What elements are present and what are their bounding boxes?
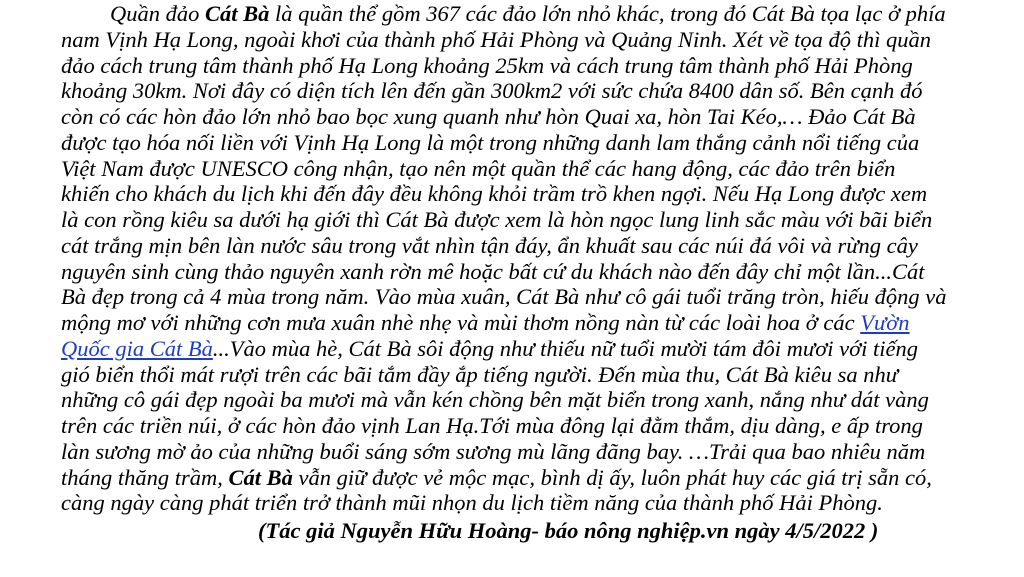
text-line-18: làn sương mờ ảo của những buổi sáng sớm sương mù lãng đãng bay. …Trải qua bao nhiêu năm bbox=[61, 438, 926, 464]
text-line-14 bbox=[0, 336, 1024, 362]
bold-place-name: Cát Bà bbox=[228, 464, 293, 490]
text-line-16: những cô gái đẹp ngoài ba mươi mà vẫn kén chồng bên mặt biển trong xanh, nắng như dát vàng bbox=[61, 387, 929, 413]
text-line-4: khoảng 30km. Nơi đây có diện tích lên đến gần 300km2 với sức chứa 8400 dân số. Bên cạnh đó bbox=[61, 78, 923, 104]
text-line-9: là con rồng kiêu sa dưới hạ giới thì Cát Bà được xem là hòn ngọc lung linh sắc màu với bãi biển bbox=[61, 207, 933, 232]
text-segment: mộng mơ với những cơn mưa xuân nhè nhẹ và mùi thơm nồng nàn từ các loài hoa ở các bbox=[61, 310, 861, 335]
text-segment: vẫn giữ được vẻ mộc mạc, bình dị ấy, luôn phát huy các giá trị sẵn có, bbox=[292, 464, 932, 490]
author-byline: (Tác giả Nguyễn Hữu Hoàng- báo nông nghiệp.vn ngày 4/5/2022 ) bbox=[258, 518, 879, 543]
text-segment: ...Vào mùa hè, Cát Bà sôi động như thiếu nữ tuổi mười tám đôi mươi với tiếng bbox=[212, 335, 918, 361]
text-line-5: còn có các hòn đảo lớn nhỏ bao bọc xung quanh như hòn Quai xa, hòn Tai Kéo,… Đảo Cát Bà bbox=[61, 104, 916, 129]
text-line-13 bbox=[0, 310, 1024, 336]
national-park-link-continued[interactable]: Quốc gia Cát Bà bbox=[61, 335, 213, 361]
text-line-15: gió biển thổi mát rượi trên các bãi tắm đầy ắp tiếng người. Đến mùa thu, Cát Bà kiêu sa như bbox=[61, 361, 898, 387]
bold-place-name: Cát Bà bbox=[205, 1, 270, 26]
text-segment: tháng thăng trầm, bbox=[61, 464, 229, 490]
text-line-3: đảo cách trung tâm thành phố Hạ Long khoảng 25km và cách trung tâm thành phố Hải Phòng bbox=[61, 52, 913, 78]
text-line-7: Việt Nam được UNESCO công nhận, tạo nên một quần thể các hang động, các đảo trên biển bbox=[61, 155, 896, 181]
text-segment: Quần đảo bbox=[110, 1, 205, 26]
text-segment: là quần thể gồm 367 các đảo lớn nhỏ khác, trong đó Cát Bà tọa lạc ở phía bbox=[269, 1, 946, 26]
national-park-link[interactable]: Vườn bbox=[860, 310, 910, 335]
text-line-19 bbox=[0, 465, 1024, 491]
text-line-10: cát trắng mịn bên làn nước sâu trong vắt nhìn tận đáy, ẩn khuất sau các núi đá vôi và rừng cây bbox=[61, 232, 918, 258]
text-line-8: khiến cho khách du lịch khi đến đây đều không khỏi trầm trồ khen ngợi. Nếu Hạ Long được xem bbox=[61, 181, 928, 207]
text-line-11: nguyên sinh cùng thảo nguyên xanh rờn mê hoặc bất cứ du khách nào đến đây chỉ một lần...Cát bbox=[61, 258, 925, 284]
text-line-12: Bà đẹp trong cả 4 mùa trong năm. Vào mùa xuân, Cát Bà như cô gái tuổi trăng tròn, hiếu động và bbox=[61, 284, 947, 310]
text-line-20: càng ngày càng phát triển trở thành mũi nhọn du lịch tiềm năng của thành phố Hải Phòng. bbox=[61, 490, 883, 516]
text-line-2: nam Vịnh Hạ Long, ngoài khơi của thành phố Hải Phòng và Quảng Ninh. Xét về tọa độ thì quần bbox=[61, 26, 932, 52]
text-line-6: được tạo hóa nối liền với Vịnh Hạ Long là một trong những danh lam thắng cảnh nổi tiếng của bbox=[61, 129, 920, 155]
text-line-17: trên các triền núi, ở các hòn đảo vịnh Lan Hạ.Tới mùa đông lại đằm thắm, dịu dàng, e ấp trong bbox=[61, 413, 923, 438]
text-line-1 bbox=[0, 0, 1024, 27]
